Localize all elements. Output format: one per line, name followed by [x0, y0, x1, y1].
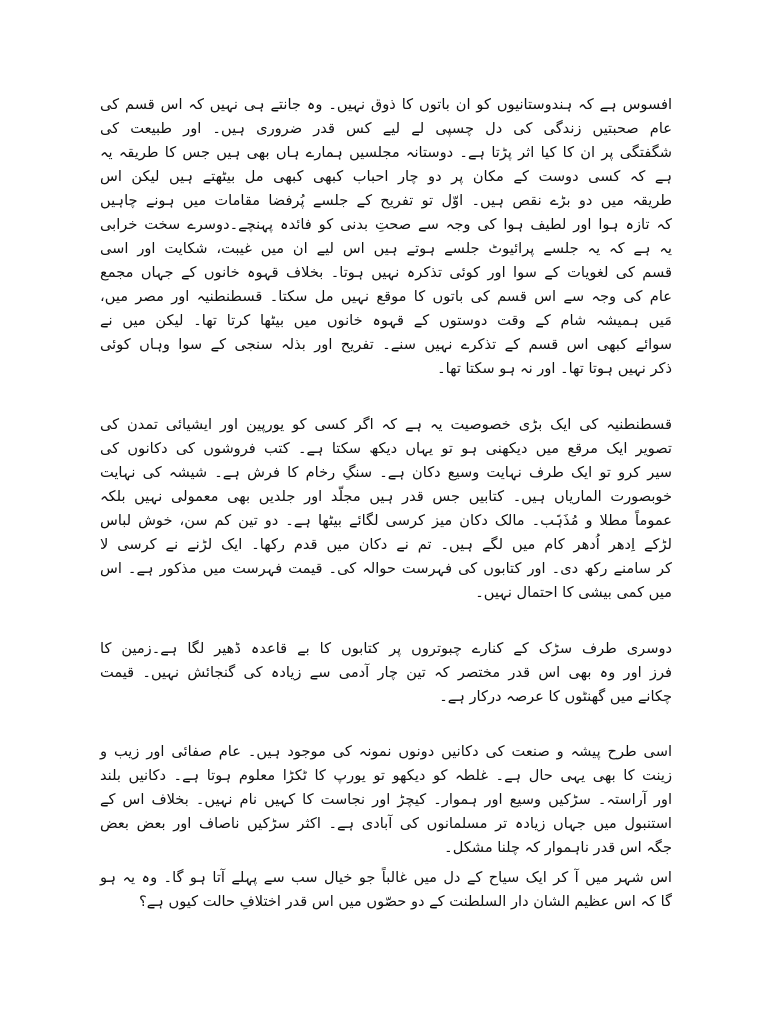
text-line: اسی طرح پیشہ و صنعت کی دکانیں دونوں نمونہ کی موجود ہیں۔ عام صفائی اور زیب و [100, 743, 672, 760]
text-line: یہ ہے کہ یہ جلسے پرائیوٹ جلسے ہوتے ہیں اس لیے ان میں غیبت، شکایت اور اسی [100, 240, 672, 257]
paragraph-3 [100, 637, 672, 709]
text-line: اس شہر میں آ کر ایک سیاح کے دل میں غالباً جو خیال سب سے پہلے آتا ہو گا۔ وہ یہ ہو [100, 869, 672, 886]
paragraph-4 [100, 740, 672, 860]
text-line: زینت کا بھی یہی حال ہے۔ غلطہ کو دیکھو تو یورپ کا ٹکڑا معلوم ہوتا ہے۔ دکانیں بلند [100, 767, 672, 784]
text-line: جگہ اس قدر ناہموار کہ چلنا مشکل۔ [444, 839, 672, 856]
paragraph-1 [100, 93, 672, 381]
text-line: عموماً مطلا و مُذَہّب۔ مالک دکان میز کرسی لگائے بیٹھا ہے۔ دو تین کم سن، خوش لباس [100, 512, 672, 529]
text-line: لڑکے اِدھر اُدھر کام میں لگے ہیں۔ تم نے دکان میں قدم رکھا۔ ایک لڑنے نے کرسی لا [100, 536, 672, 553]
text-line: استنبول میں جہاں زیادہ تر مسلمانوں کی آبادی ہے۔ اکثر سڑکیں ناصاف اور بعض بعض [100, 815, 672, 832]
text-line: سوائے کبھی اس قسم کے تذکرے نہیں سنے۔ تفریح اور بذلہ سنجی کے سوا وہاں کوئی [100, 336, 672, 353]
text-line: ذکر نہیں ہوتا تھا۔ اور نہ ہو سکتا تھا۔ [437, 360, 672, 377]
text-line: قسم کی لغویات کے سوا اور کوئی تذکرہ نہیں ہوتا۔ بخلاف قہوہ خانوں کے جہاں مجمع [100, 264, 672, 281]
text-line: قسطنطنیہ کی ایک بڑی خصوصیت یہ ہے کہ اگر کسی کو یورپین اور ایشیائی تمدن کی [100, 416, 672, 433]
text-line: چکانے میں گھنٹوں کا عرصہ درکار ہے۔ [439, 688, 672, 705]
text-line: فرز اور وہ بھی اس قدر مختصر کہ تین چار آدمی سے زیادہ کی گنجائش نہیں۔ قیمت [100, 664, 672, 681]
text-line: تصویر ایک مرقع میں دیکھنی ہو تو یہاں دیکھ سکتا ہے۔ کتب فروشوں کی دکانوں کی [100, 440, 672, 457]
text-line: عام صحبتیں زندگی کی دل چسپی لے لیے کس قدر ضروری ہیں۔ اور طبیعت کی [100, 120, 672, 137]
text-line: میں کمی بیشی کا احتمال نہیں۔ [475, 584, 672, 601]
text-line: اور آراستہ۔ سڑکیں وسیع اور ہموار۔ کیچڑ اور نجاست کا کہیں نام نہیں۔ بخلاف اس کے [100, 791, 672, 808]
text-line: کہ تازہ ہوا اور لطیف ہوا کی وجہ سے صحتِ بدنی کو فائدہ پہنچے۔دوسرے سخت خرابی [100, 216, 672, 233]
text-line: طریقہ میں دو بڑے نقص ہیں۔ اوّل تو تفریح کے جلسے پُرفضا مقامات میں ہونے چاہیں [100, 192, 672, 209]
text-line: افسوس ہے کہ ہندوستانیوں کو ان باتوں کا ذوق نہیں۔ وہ جانتے ہی نہیں کہ اس قسم کی [100, 96, 672, 113]
text-line: ہے کہ کسی دوست کے مکان پر دو چار احباب کبھی کبھی مل بیٹھتے ہیں لیکن اس [100, 168, 672, 185]
text-line: خوبصورت الماریاں ہیں۔ کتابیں جس قدر ہیں مجلّد اور جلدیں بھی معمولی نہیں بلکہ [100, 488, 672, 505]
paragraph-5 [100, 866, 672, 914]
text-line: شگفتگی پر ان کا کیا اثر پڑتا ہے۔ دوستانہ مجلسیں ہمارے ہاں بھی ہیں جس کا طریقہ یہ [100, 144, 672, 161]
text-line: دوسری طرف سڑک کے کنارے چبوتروں پر کتابوں کا بے قاعدہ ڈھیر لگا ہے۔زمین کا [100, 640, 672, 657]
text-line: مَیں ہمیشہ شام کے وقت دوستوں کے قہوہ خانوں میں بیٹھا کرتا تھا۔ لیکن میں نے [100, 312, 672, 329]
text-line: سیر کرو تو ایک طرف نہایت وسیع دکان ہے۔ سنگِ رخام کا فرش ہے۔ شیشہ کی نہایت [100, 464, 672, 481]
text-line: گا کہ اس عظیم الشان دار السلطنت کے دو حصّوں میں اس قدر اختلافِ حالت کیوں ہے؟ [139, 893, 672, 910]
paragraph-2 [100, 413, 672, 605]
text-line: کر سامنے رکھ دی۔ اور کتابوں کی فہرست حوالہ کی۔ قیمت فہرست میں مذکور ہے۔ اس [100, 560, 672, 577]
text-line: عام کی وجہ سے اس قسم کی باتوں کا موقع نہیں مل سکتا۔ قسطنطنیہ اور مصر میں، [100, 288, 672, 305]
